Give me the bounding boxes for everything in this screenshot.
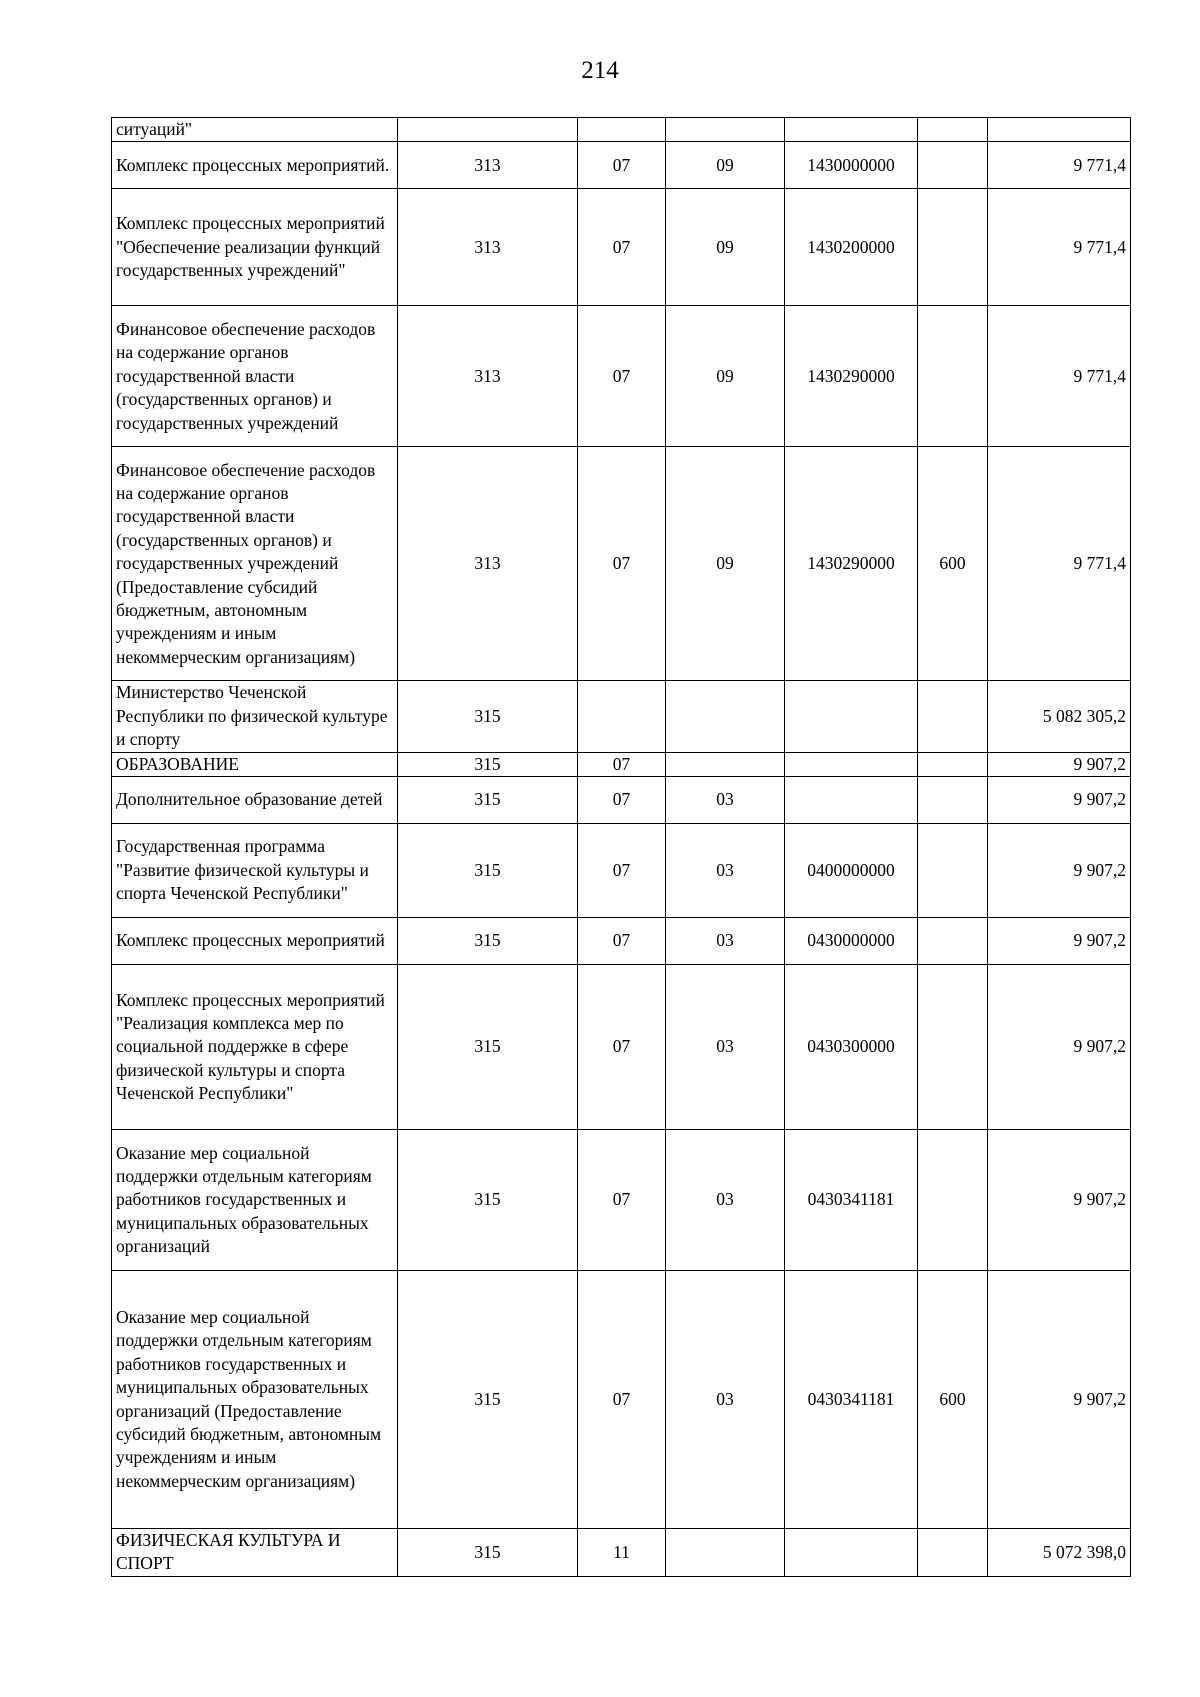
table-row: [112, 777, 1131, 824]
amount-cell: 9 907,2: [988, 1271, 1131, 1529]
table-row: [112, 752, 1131, 776]
table-row: [112, 142, 1131, 189]
amount-cell: 9 907,2: [988, 965, 1131, 1130]
expense-type-cell: [918, 306, 988, 447]
section-code-cell: 07: [578, 306, 666, 447]
section-code-cell: 07: [578, 1130, 666, 1271]
expense-type-cell: 600: [918, 1271, 988, 1529]
amount-cell: 9 907,2: [988, 1130, 1131, 1271]
row-name-cell: Финансовое обеспечение расходов на содержание органов государственной власти (государственных органов) и государственных учреждений (Предоставление субсидий бюджетным, автономным учреждениям и иным некоммерческим организациям): [112, 447, 398, 681]
ministry-code-cell: 313: [398, 306, 578, 447]
section-code-cell: 07: [578, 918, 666, 965]
budget-table: [111, 117, 1131, 1577]
expense-type-cell: [918, 752, 988, 776]
row-name-cell: Комплекс процессных мероприятий "Реализация комплекса мер по социальной поддержке в сфере физической культуры и спорта Чеченской Республики": [112, 965, 398, 1130]
table-row: [112, 824, 1131, 918]
ministry-code-cell: 315: [398, 681, 578, 752]
subsection-code-cell: 03: [666, 1130, 785, 1271]
target-article-cell: 1430200000: [785, 189, 918, 306]
section-code-cell: [578, 118, 666, 142]
expense-type-cell: [918, 189, 988, 306]
target-article-cell: [785, 777, 918, 824]
expense-type-cell: [918, 824, 988, 918]
row-name-cell: Оказание мер социальной поддержки отдельным категориям работников государственных и муниципальных образовательных организаций: [112, 1130, 398, 1271]
table-row: [112, 306, 1131, 447]
table-row: [112, 965, 1131, 1130]
row-name-cell: ФИЗИЧЕСКАЯ КУЛЬТУРА И СПОРТ: [112, 1529, 398, 1577]
subsection-code-cell: [666, 681, 785, 752]
ministry-code-cell: 315: [398, 965, 578, 1130]
amount-cell: 9 907,2: [988, 777, 1131, 824]
row-name-cell: ситуаций": [112, 118, 398, 142]
section-code-cell: 07: [578, 447, 666, 681]
ministry-code-cell: 315: [398, 1130, 578, 1271]
target-article-cell: 0430000000: [785, 918, 918, 965]
table-row: [112, 1271, 1131, 1529]
section-code-cell: 07: [578, 142, 666, 189]
subsection-code-cell: 03: [666, 965, 785, 1130]
target-article-cell: 0430341181: [785, 1271, 918, 1529]
section-code-cell: 07: [578, 189, 666, 306]
page-number: 214: [581, 57, 619, 84]
amount-cell: 9 771,4: [988, 447, 1131, 681]
table-row: [112, 1529, 1131, 1577]
row-name-cell: Государственная программа "Развитие физической культуры и спорта Чеченской Республики": [112, 824, 398, 918]
ministry-code-cell: 313: [398, 447, 578, 681]
target-article-cell: [785, 752, 918, 776]
target-article-cell: 0430300000: [785, 965, 918, 1130]
section-code-cell: 11: [578, 1529, 666, 1577]
target-article-cell: 1430290000: [785, 447, 918, 681]
row-name-cell: Оказание мер социальной поддержки отдельным категориям работников государственных и муниципальных образовательных организаций (Предоставление субсидий бюджетным, автономным учреждениям и иным некоммерческим организациям): [112, 1271, 398, 1529]
table-row: [112, 918, 1131, 965]
section-code-cell: 07: [578, 752, 666, 776]
ministry-code-cell: 315: [398, 824, 578, 918]
row-name-cell: Комплекс процессных мероприятий.: [112, 142, 398, 189]
section-code-cell: 07: [578, 824, 666, 918]
ministry-code-cell: [398, 118, 578, 142]
subsection-code-cell: 03: [666, 918, 785, 965]
expense-type-cell: [918, 965, 988, 1130]
ministry-code-cell: 315: [398, 1271, 578, 1529]
expense-type-cell: [918, 118, 988, 142]
subsection-code-cell: 09: [666, 189, 785, 306]
amount-cell: 5 072 398,0: [988, 1529, 1131, 1577]
subsection-code-cell: [666, 1529, 785, 1577]
section-code-cell: 07: [578, 965, 666, 1130]
row-name-cell: Комплекс процессных мероприятий "Обеспечение реализации функций государственных учреждений": [112, 189, 398, 306]
subsection-code-cell: 09: [666, 306, 785, 447]
subsection-code-cell: 03: [666, 777, 785, 824]
expense-type-cell: [918, 1529, 988, 1577]
amount-cell: 5 082 305,2: [988, 681, 1131, 752]
ministry-code-cell: 315: [398, 777, 578, 824]
section-code-cell: 07: [578, 777, 666, 824]
row-name-cell: ОБРАЗОВАНИЕ: [112, 752, 398, 776]
expense-type-cell: [918, 777, 988, 824]
target-article-cell: [785, 681, 918, 752]
table-row: [112, 118, 1131, 142]
target-article-cell: 1430290000: [785, 306, 918, 447]
amount-cell: [988, 118, 1131, 142]
subsection-code-cell: [666, 118, 785, 142]
target-article-cell: [785, 118, 918, 142]
expense-type-cell: [918, 142, 988, 189]
amount-cell: 9 771,4: [988, 306, 1131, 447]
target-article-cell: 0430341181: [785, 1130, 918, 1271]
table-body: [112, 118, 1131, 1577]
expense-type-cell: [918, 1130, 988, 1271]
ministry-code-cell: 315: [398, 752, 578, 776]
row-name-cell: Министерство Чеченской Республики по физической культуре и спорту: [112, 681, 398, 752]
table-row: [112, 189, 1131, 306]
amount-cell: 9 771,4: [988, 189, 1131, 306]
table-row: [112, 447, 1131, 681]
amount-cell: 9 907,2: [988, 918, 1131, 965]
row-name-cell: Финансовое обеспечение расходов на содержание органов государственной власти (государственных органов) и государственных учреждений: [112, 306, 398, 447]
amount-cell: 9 771,4: [988, 142, 1131, 189]
ministry-code-cell: 313: [398, 189, 578, 306]
ministry-code-cell: 313: [398, 142, 578, 189]
target-article-cell: [785, 1529, 918, 1577]
subsection-code-cell: 09: [666, 447, 785, 681]
ministry-code-cell: 315: [398, 918, 578, 965]
ministry-code-cell: 315: [398, 1529, 578, 1577]
expense-type-cell: [918, 918, 988, 965]
target-article-cell: 0400000000: [785, 824, 918, 918]
subsection-code-cell: [666, 752, 785, 776]
amount-cell: 9 907,2: [988, 752, 1131, 776]
amount-cell: 9 907,2: [988, 824, 1131, 918]
subsection-code-cell: 03: [666, 1271, 785, 1529]
section-code-cell: [578, 681, 666, 752]
subsection-code-cell: 09: [666, 142, 785, 189]
expense-type-cell: [918, 681, 988, 752]
row-name-cell: Комплекс процессных мероприятий: [112, 918, 398, 965]
expense-type-cell: 600: [918, 447, 988, 681]
row-name-cell: Дополнительное образование детей: [112, 777, 398, 824]
table-row: [112, 681, 1131, 752]
section-code-cell: 07: [578, 1271, 666, 1529]
subsection-code-cell: 03: [666, 824, 785, 918]
target-article-cell: 1430000000: [785, 142, 918, 189]
table-row: [112, 1130, 1131, 1271]
